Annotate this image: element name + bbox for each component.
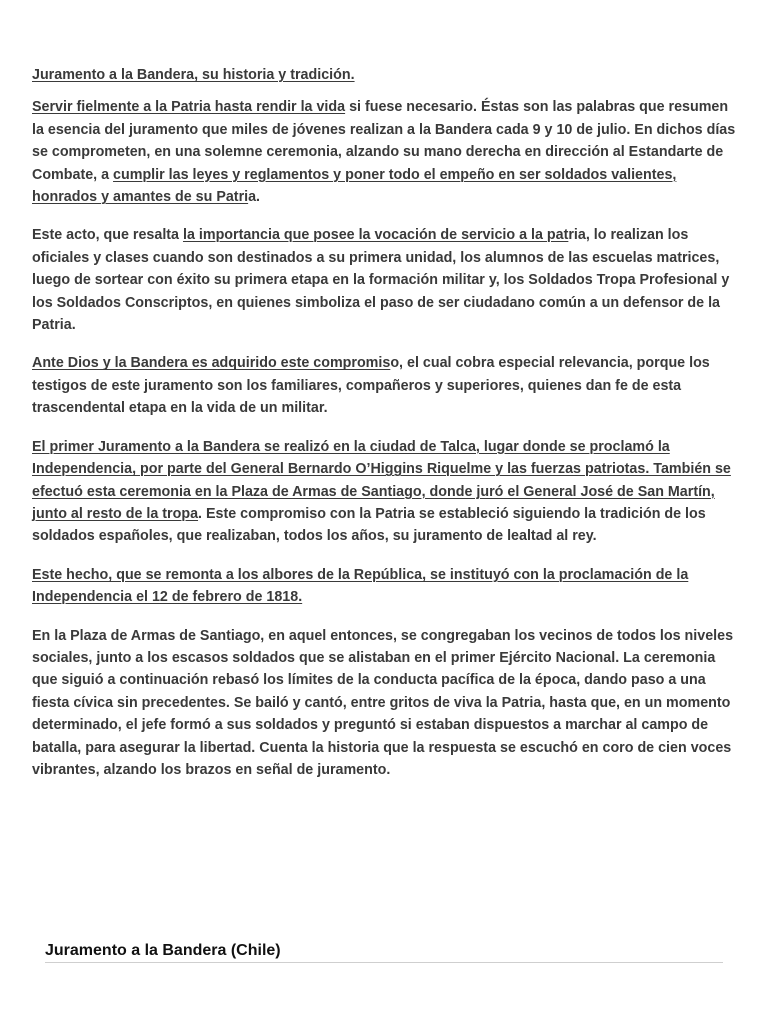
body-text: ria, lo realizan los oficiales y clases cuando son destinados a su primera unidad, los alumnos de las escuelas matrices, luego de sortear con éxito su primera etapa en la formación militar y, los Soldados Tropa Profesional y los Soldados Conscriptos, en quienes simboliza el paso de ser ciudadano común a un defensor de la Patria. [32, 227, 730, 334]
body-text: o, el cual cobra especial relevancia, porque los testigos de este juramento son los familiares, compañeros y superiores, quienes dan fe de esta trascendental etapa en la vida de un militar. [32, 355, 710, 417]
underlined-text: Servir fielmente a la Patria hasta rendir la vida [32, 99, 346, 116]
body-text: En la Plaza de Armas de Santiago, en aquel entonces, se congregaban los vecinos de todos los niveles sociales, junto a los escasos soldados que se alistaban en el primer Ejército Nacional. La ceremonia que siguió a continuación rebasó los límites de la conducta pacífica de la época, dando paso a una fiesta cívica sin precedentes. Se bailó y cantó, entre gritos de viva la Patria, hasta que, en un momento determinado, el jefe formó a sus soldados y preguntó si estaban dispuestos a marchar al campo de batalla, para asegurar la libertad. Cuenta la historia que la respuesta se escuchó en coro de cien voces vibrantes, alzando los brazos en señal de juramento. [32, 627, 734, 778]
underlined-text: Este hecho, que se remonta a los albores de la República, se instituyó con la proclamación de la Independencia el 12 de febrero de 1818. [32, 566, 689, 606]
underlined-text: El primer Juramento a la Bandera se realizó en la ciudad de Talca, lugar donde se proclamó la Independencia, por parte del General Bernardo O’Higgins Riquelme y las fuerzas patriotas. También se efectuó esta ceremonia en la Plaza de Armas de Santiago, donde juró el General José de San Martín, junto al resto de la tropa [32, 438, 731, 522]
underlined-text: cumplir las leyes y reglamentos y poner todo el empeño en ser soldados valientes, honrados y amantes de su Patri [32, 166, 677, 206]
footer-caption [45, 942, 723, 963]
paragraph-6 [32, 625, 740, 782]
body-text: si fuese necesario. Éstas son las palabras que resumen la esencia del juramento que miles de jóvenes realizan a la Bandera cada 9 y 10 de julio. En dichos días se comprometen, en una solemne ceremonia, alzando su mano derecha en dirección al Estandarte de Combate, a [32, 99, 736, 183]
paragraph-5 [32, 564, 740, 609]
underlined-text: Ante Dios y la Bandera es adquirido este compromis [32, 355, 391, 372]
underlined-text: la importancia que posee la vocación de servicio a la pat [182, 227, 569, 244]
body-text: Este acto, que resalta [32, 227, 183, 244]
body-text: a. [248, 189, 261, 206]
paragraph-1 [32, 96, 740, 208]
document-title [32, 64, 740, 86]
body-text: . Este compromiso con la Patria se estableció siguiendo la tradición de los soldados españoles, que realizaban, todos los años, su juramento de lealtad al rey. [32, 505, 706, 545]
paragraph-2 [32, 224, 740, 336]
footer-caption-text: Juramento a la Bandera (Chile) [45, 942, 281, 959]
paragraph-3 [32, 352, 740, 419]
document-title-text: Juramento a la Bandera, su historia y tradición. [32, 67, 355, 83]
paragraph-4 [32, 436, 740, 548]
document-body [32, 64, 740, 797]
